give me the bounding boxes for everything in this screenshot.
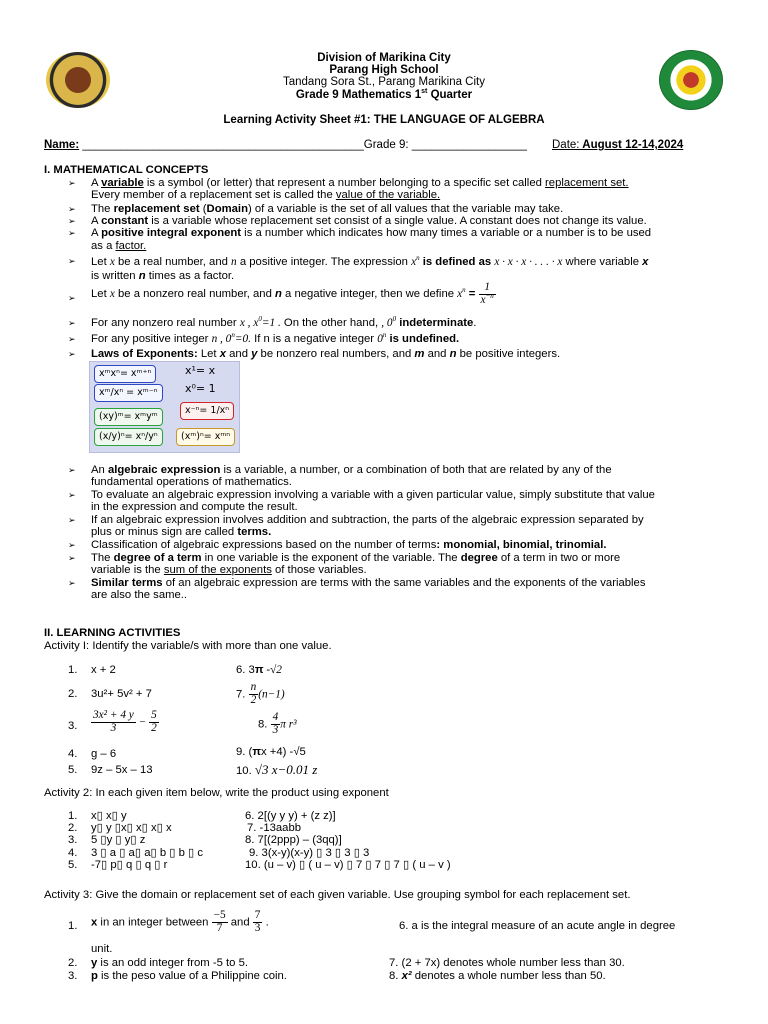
section1-b3-b-text: is a variable whose replacement set consist of a single value. A constant does not change its value. [148,215,647,227]
name-label: Name: [44,139,80,151]
bullet-arrow-icon: ➢ [68,204,76,214]
act1-item-9 [236,746,306,758]
section1-b1-line2a-text: Every member of a replacement set is called the [91,189,336,201]
section1-b6-num-text: 1 [479,282,496,295]
concept-classification [91,539,606,551]
section1-b2-b-text: ( [199,203,207,215]
power-of-power-rule: (xᵐ)ⁿ= xᵐⁿ [176,428,235,446]
product-rule: xᵐxⁿ= xᵐ⁺ⁿ [94,365,156,383]
concept-zero-base [91,333,459,345]
section2-act3-i1-text: 1. [68,920,78,932]
date-row [552,139,683,151]
section1-b14-term-text: degree of a term [113,552,202,564]
section1-b1-u2-text: value of the variable. [335,189,441,201]
concept-laws-of-exponents [91,348,560,360]
section2-act1-i8n-text: 4 [272,711,279,723]
grade-field[interactable]: __________________ [411,139,527,151]
act2-item-8: 8. 7[(2ppp) – (3qq)] [245,834,342,847]
act2-item-4: 3 ▯ a ▯ a▯ a▯ b ▯ b ▯ c [91,846,204,859]
section2-act3-i1dot-text: . [262,916,269,929]
section1-b9-y-text: y [251,348,258,360]
section2-act3-i2-text: 2. [68,957,78,969]
section1-b14-a-text: The [91,552,114,564]
school-name: Parang High School [329,64,439,76]
act2-item-5: -7▯ p▯ q ▯ q ▯ r [91,858,168,871]
concept-degree [91,552,620,576]
section2-act2-l3-text: 3. [68,834,78,847]
school-address: Tandang Sora St., Parang Marikina City [283,76,485,88]
section2-act1-i6pi-text: π [254,664,264,676]
section1-b14-c-text: of a term in two or more [497,552,621,564]
section2-act3-i3-text: 3. [68,970,78,982]
section1-b4-term-text: positive integral exponent [101,227,242,239]
section2-act1-i7-text: 7. [236,688,246,701]
grade-quarter-text: Grade 9 Mathematics 1 [295,89,422,101]
section1-b5-line2b-text: times as a factor. [145,270,235,282]
concept-evaluate [91,489,655,513]
act1-item-1: x + 2 [91,664,116,676]
name-field[interactable]: ____________________________________________ [82,139,364,151]
laws-of-exponents-chart [89,361,240,453]
section2-act1-i9-text: 9. ( [236,746,253,758]
section1-b10-a-text: An [91,464,108,476]
section1-b8-d-text: is undefined. [386,333,460,345]
act2-item-10: 10. (u – v) ▯ ( u – v) ▯ 7 ▯ 7 ▯ 7 ▯ ( u – v ) [245,858,451,871]
section2-act1-i9pi-text: π [252,746,261,758]
activity3-title: Activity 3: Give the domain or replacement set of each given variable. Use grouping symbol for each replacement set. [44,889,631,901]
section1-b15-line2-text: are also the same.. [91,589,188,601]
section1-b9-b-text: Let [197,348,220,360]
section1-b6-a-text: Let [91,288,110,301]
section1-b14-term2-text: degree [460,552,498,564]
section1-b5-f-text: x [642,256,649,268]
header-quarter-sup-text: st [421,88,428,96]
act2-item-2: y▯ y ▯x▯ x▯ x▯ x [91,822,172,835]
act2-item-7: 7. -13aabb [247,822,302,835]
power-of-quotient-rule: (x/y)ⁿ= xⁿ/yⁿ [94,428,163,446]
section2-act3-i8a-text: denotes a whole number less than 50. [411,970,606,982]
section1-b10-term-text: algebraic expression [107,464,221,476]
section2-act3-i1v-text: x [91,916,98,929]
section2-act3-i8-text: 8. [389,970,402,982]
section2-act1-i4-text: 4. [68,748,78,760]
section1-b7-c-text: , 0 [381,317,393,329]
section1-b7-e-text: . [473,317,477,329]
section2-act1-i3d-text: 3 [110,721,117,734]
section1-b9-m-text: m [414,348,425,360]
section1-b4-line2a-text: as a [91,240,116,252]
concept-zero-exponent [91,317,476,329]
activity1-title: Activity I: Identify the variable/s with more than one value. [44,640,332,652]
act1-item-3 [91,710,159,735]
section1-b10-line2-text: fundamental operations of mathematics. [91,476,292,488]
section1-b9-x-text: x [219,348,226,360]
concept-power-definition [91,255,648,283]
section1-b8-sup-text: n [231,331,235,340]
concept-terms [91,514,644,538]
section2-act2-l1-text: 1. [68,810,78,822]
act2-item-1: x▯ x▯ y [91,810,127,822]
act3-item-6: 6. a is the integral measure of an acute angle in degree [399,920,676,932]
section1-b13-b-text: : monomial, binomial, trinomial. [436,539,607,551]
section1-b3-term-text: constant [101,215,149,227]
section2-act2-l4-text: 4. [68,846,78,859]
bullet-arrow-icon: ➢ [68,490,76,500]
section1-b8-eq-text: =0. [234,333,251,345]
header-quarter-word-text: Quarter [427,89,473,101]
act2-right-items [245,810,451,871]
bullet-arrow-icon: ➢ [68,578,76,588]
section2-act1-i8d-text: 3 [272,723,279,736]
section2-act3-i3v-text: p [91,970,98,982]
date-label: Date: [552,139,580,151]
section1-b12-term-text: terms. [237,526,272,538]
section2-act2-l5-text: 5. [68,858,78,871]
grade-label: Grade 9: [363,139,412,151]
section2-act1-i3n2-text: 5 [151,709,157,721]
act2-item-3: 5 ▯y ▯ y▯ z [91,834,146,847]
bullet-arrow-icon: ➢ [68,553,76,563]
section1-b9-a-text: Laws of Exponents: [91,348,198,360]
act2-left-items [91,810,203,871]
act1-item-4: g – 6 [91,748,117,760]
section1-b9-f-text: be positive integers. [456,348,561,360]
section2-act3-i1n2-text: 7 [254,909,261,921]
section1-b12-line2a-text: plus or minus sign are called [91,526,238,538]
section1-b7-b-text: On the other hand, [280,317,382,329]
section1-b5-a-text: Let [91,256,110,268]
bullet-arrow-icon: ➢ [68,293,76,303]
section1-b8-expr-text: n , 0 [211,333,232,345]
section1-b15-b-text: of an algebraic expression are terms with the same variables and the exponents of the variables [162,577,646,589]
section1-b5-e-text: where variable [562,256,643,268]
section1-b14-line2a-text: variable is the [91,564,164,576]
section2-act3-i1n1-text: −5 [213,909,226,921]
section1-b5-expr-text: x [411,256,417,268]
section1-b14-u-text: sum of the exponents [163,564,272,576]
section1-b4-a-text: A [91,227,102,239]
section1-b11-line2-text: in the expression and compute the result. [91,501,298,513]
section1-b13-a-text: Classification of algebraic expressions based on the number of terms [91,539,437,551]
section1-b1-a-text: A [91,177,102,189]
bullet-arrow-icon: ➢ [68,540,76,550]
section2-act1-i9v-text: x +4) -√5 [260,746,306,758]
act3-item-2 [91,957,248,969]
act1-item-8 [258,712,297,737]
section1-b7-eq-text: =1 . [261,317,281,329]
section1-b7-sup-text: 0 [258,315,262,324]
act3-item-8 [389,970,606,982]
section1-b3-a-text: A [91,215,102,227]
section1-b8-c-text: 0 [377,333,383,345]
section1-b7-expr-text: x , x [239,317,259,329]
section1-b6-sup-text: n [462,286,466,295]
act3-item-1-continued: unit. [91,943,113,955]
concept-variable [91,177,629,201]
date-value: August 12-14,2024 [579,139,684,151]
section1-b2-term-text: replacement set [113,203,200,215]
section1-b15-a-text: Similar terms [91,577,163,589]
section2-act1-i8-text: 8. [258,718,268,731]
section1-b5-prod-text: x · x · x · . . . · x [494,256,563,268]
section1-b6-den-sup-text: −n [485,292,494,301]
section1-b12-line1-text: If an algebraic expression involves addition and subtraction, the parts of the algebraic expression separated by [91,514,644,526]
section2-act3-i1d1-text: 7 [216,921,223,934]
section1-b5-b-text: be a real number, and [114,256,232,268]
bullet-arrow-icon: ➢ [68,256,76,266]
section1-b7-d-text: indeterminate [399,317,474,329]
concept-exponent [91,227,651,253]
grade-quarter [0,89,768,101]
section1-b6-lhs-text: x [457,288,463,301]
section2-act3-i8v-text: x² [401,970,412,982]
section2-act3-i3a-text: is the peso value of a Philippine coin. [97,970,287,982]
concept-negative-exponent [91,282,496,307]
section1-b10-b-text: is a variable, a number, or a combination of both that are related by any of the [220,464,612,476]
bullet-arrow-icon: ➢ [68,228,76,238]
section1-b5-g-text: n [138,270,146,282]
activity2-title: Activity 2: In each given item below, write the product using exponent [44,787,389,799]
section2-act3-i1and-text: and [227,916,253,929]
concept-constant [91,215,647,227]
section2-act1-i7d-text: 2 [250,693,257,706]
bullet-arrow-icon: ➢ [68,216,76,226]
act1-item-7 [236,682,285,707]
section2-act1-i3m-text: − [135,716,150,729]
section1-b9-n-text: n [449,348,457,360]
section2-act1-i3d2-text: 2 [151,721,157,734]
section2-act1-i6-text: 6. 3 [236,664,255,676]
bullet-arrow-icon: ➢ [68,334,76,344]
section2-act1-i3n-text: 3x² + 4 y [93,709,134,721]
section2-act3-i1d2-text: 3 [254,921,261,934]
section2-heading: II. LEARNING ACTIVITIES [44,627,181,639]
student-info-row [44,139,527,151]
section1-b2-a-text: The [91,203,114,215]
act1-item-10 [236,762,317,778]
section1-b6-x-text: x [109,288,115,301]
section2-act3-i2a-text: is an odd integer from -5 to 5. [97,957,249,969]
section2-act1-i5-text: 5. [68,764,78,776]
section1-b5-sup-text: n [416,254,420,263]
section1-b9-c-text: and [225,348,252,360]
section1-b7-sup2-text: 0 [392,315,397,324]
section1-b7-a-text: For any nonzero real number [91,317,240,329]
concept-algebraic-expression [91,464,612,488]
sheet-title: Learning Activity Sheet #1: THE LANGUAGE OF ALGEBRA [223,114,545,126]
section2-act1-i10-text: 10. [236,765,252,777]
identity-rule: x¹= x [185,364,216,377]
zero-rule: x⁰= 1 [185,382,216,395]
section1-b4-b-text: is a number which indicates how many times a variable or a number is to be used [241,227,652,239]
section2-act1-i8v-text: π r³ [280,718,297,731]
section1-b6-c-text: a negative integer, then we define [281,288,458,301]
section2-act1-i1-text: 1. [68,664,78,676]
section1-b6-b-text: be a nonzero real number, and [114,288,276,301]
section1-b2-c-text: ) of a variable is the set of all values that the variable may take. [247,203,564,215]
section1-b5-line2a-text: is written [91,270,139,282]
quotient-rule: xᵐ/xⁿ = xᵐ⁻ⁿ [94,384,163,402]
bullet-arrow-icon: ➢ [68,318,76,328]
bullet-arrow-icon: ➢ [68,349,76,359]
section1-b5-n-text: n [231,256,237,268]
act1-item-6 [236,664,282,676]
section1-b6-n-text: n [275,288,282,301]
section1-b1-u1-text: replacement set. [545,177,629,189]
act1-item-5: 9z – 5x – 13 [91,764,153,776]
power-of-product-rule: (xy)ᵐ= xᵐyᵐ [94,408,163,426]
act2-item-6: 6. 2[(y y y) + (z z)] [245,810,336,822]
section1-b1-term-text: variable [101,177,144,189]
section1-b5-c-text: a positive integer. The expression [236,256,412,268]
section1-b11-line1-text: To evaluate an algebraic expression involving a variable with a given particular value, simply substitute that value [91,489,655,501]
section1-b6-eq-text: = [465,288,479,301]
section2-act1-i2-text: 2. [68,688,78,700]
negative-exponent-rule: x⁻ⁿ= 1/xⁿ [180,402,234,420]
section1-b9-e-text: and [424,348,450,360]
section2-act1-i3-text: 3. [68,720,78,732]
bullet-arrow-icon: ➢ [68,515,76,525]
act1-item-2: 3u²+ 5v² + 7 [91,688,152,700]
division-name: Division of Marikina City [317,52,451,64]
act2-item-9: 9. 3(x-y)(x-y) ▯ 3 ▯ 3 ▯ 3 [249,846,370,859]
section1-b2-term2-text: Domain [206,203,248,215]
section1-b8-a-text: For any positive integer [91,333,212,345]
bullet-arrow-icon: ➢ [68,178,76,188]
section1-b1-b-text: is a symbol (or letter) that represent a number belonging to a specific set called [143,177,546,189]
section1-b4-u-text: factor. [115,240,147,252]
section1-b8-b-text: If n is a negative integer [250,333,378,345]
section2-act1-i7n-text: n [250,681,257,693]
section1-heading: I. MATHEMATICAL CONCEPTS [44,164,209,176]
act3-item-3 [91,970,287,982]
section1-b5-x-text: x [109,256,115,268]
section1-b5-d-text: is defined as [419,256,495,268]
section2-act3-i1a-text: in an integer between [97,916,212,929]
concept-replacement-set [91,203,563,215]
section1-b8-sup2-text: n [382,331,387,340]
act3-item-7: 7. (2 + 7x) denotes whole number less than 30. [389,957,625,969]
section2-act1-i6v-text: -√2 [263,664,282,676]
section2-act2-l2-text: 2. [68,822,78,835]
section2-act1-i10v-text: √3 x−0.01 z [254,762,318,777]
bullet-arrow-icon: ➢ [68,465,76,475]
section2-act1-i7v-text: (n−1) [258,688,285,701]
section1-b6-den-text: x [480,293,486,306]
act2-left-numbers [68,810,77,871]
concept-similar-terms [91,577,646,601]
section1-b9-d-text: be nonzero real numbers, and [257,348,415,360]
section1-b14-b-text: in one variable is the exponent of the variable. The [201,552,461,564]
section2-act3-i2v-text: y [91,957,98,969]
act3-item-1 [91,910,269,935]
section1-b14-line2b-text: of those variables. [271,564,367,576]
